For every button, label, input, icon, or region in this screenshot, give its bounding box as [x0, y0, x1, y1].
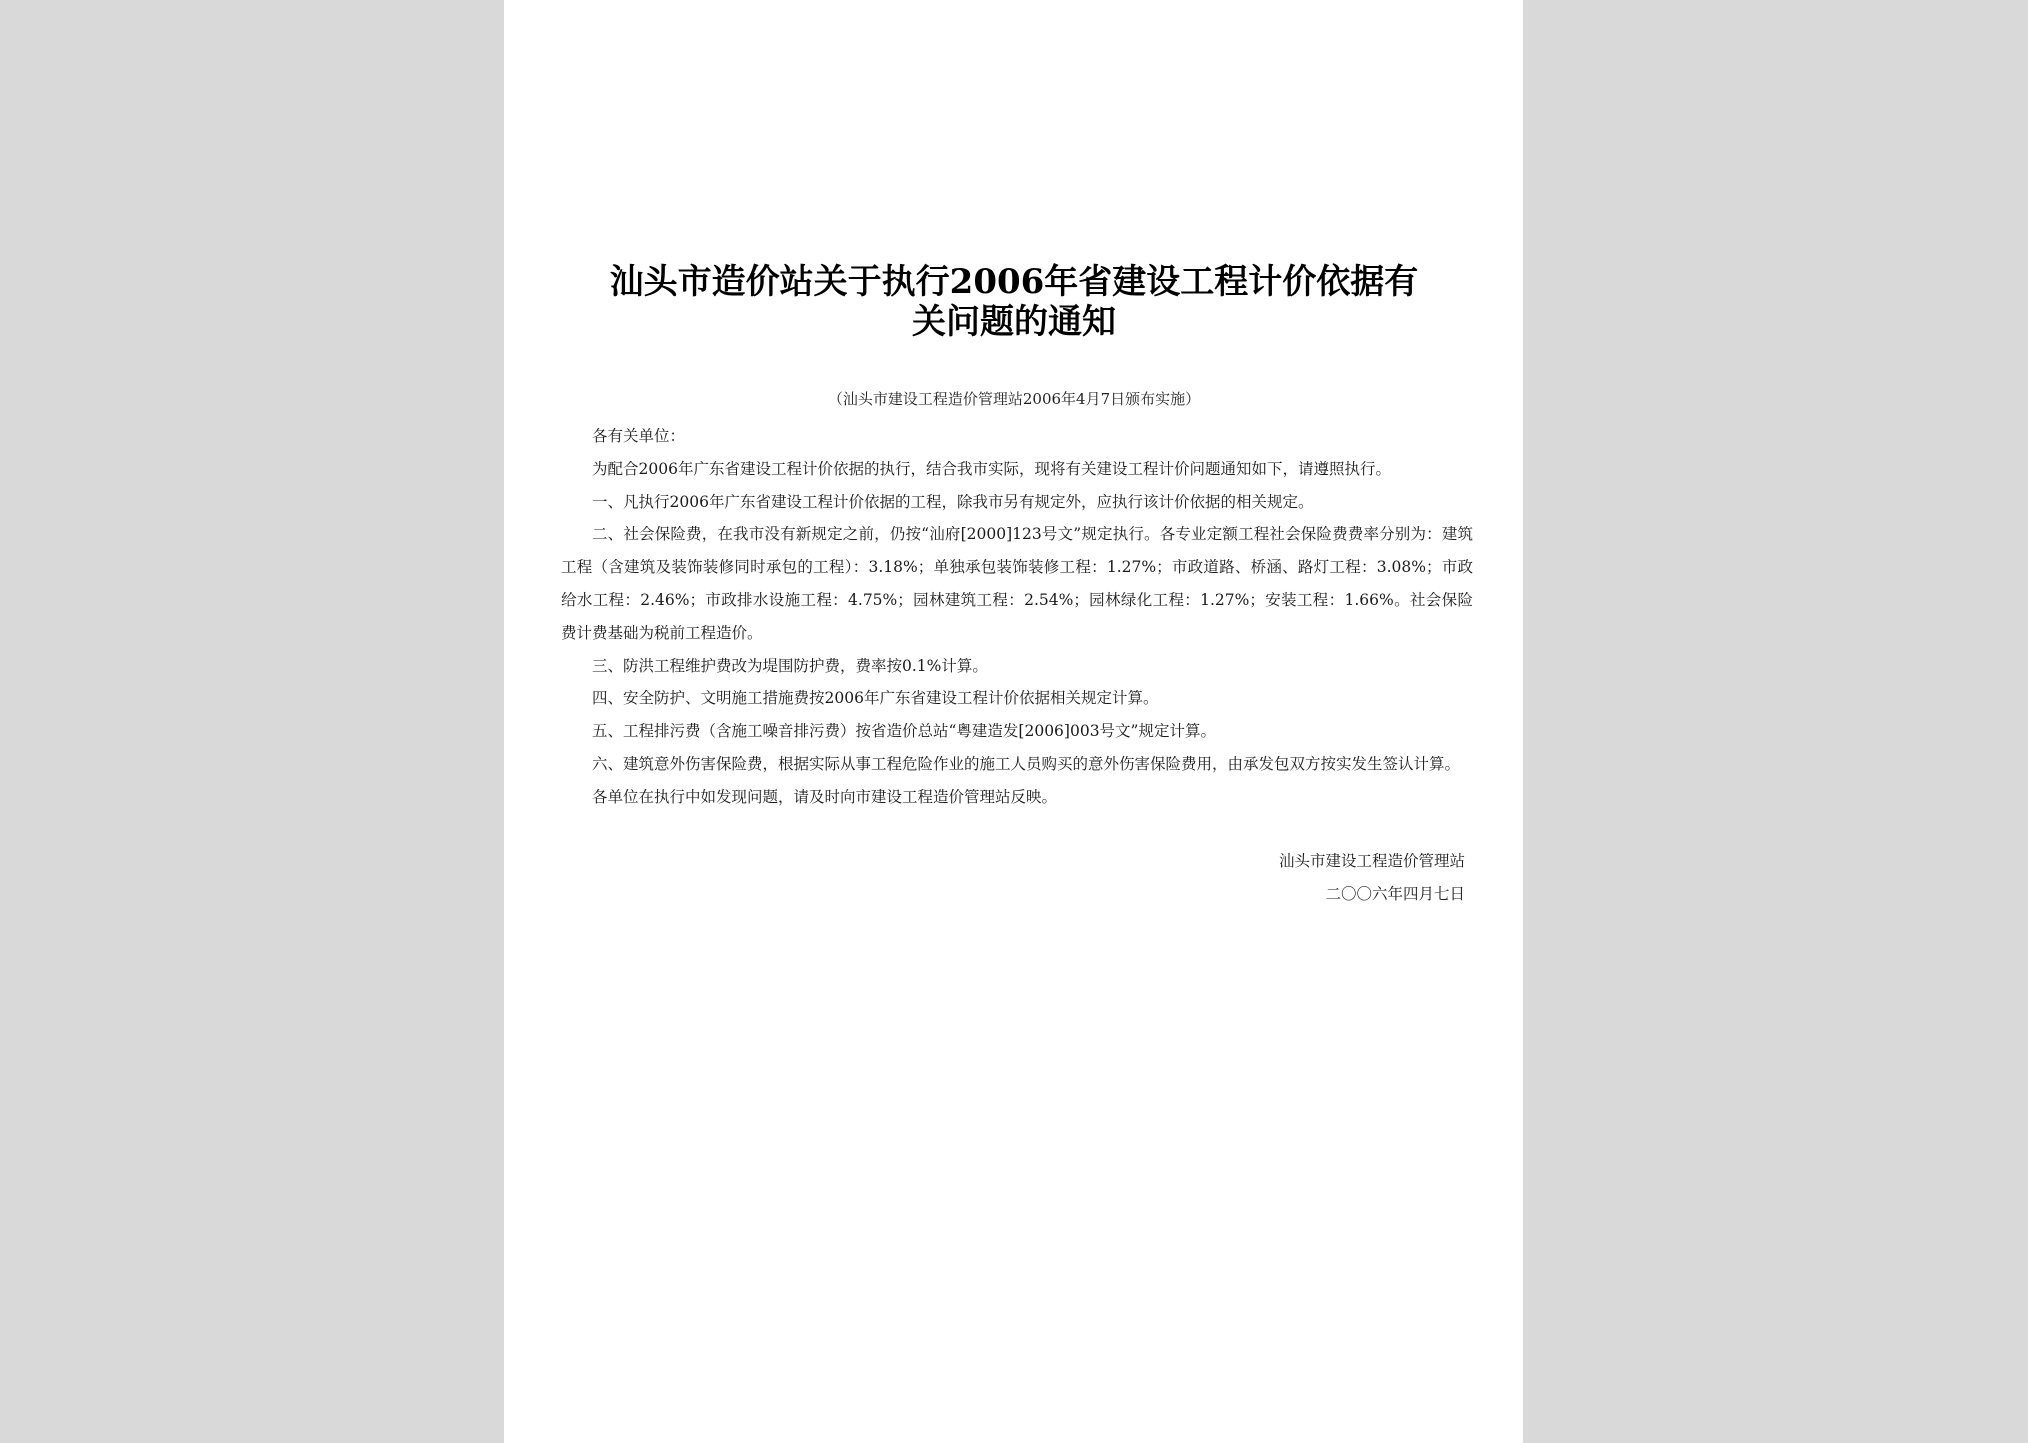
paragraph-closing: 各单位在执行中如发现问题，请及时向市建设工程造价管理站反映。 [592, 787, 1058, 806]
signature-date: 二〇〇六年四月七日 [1325, 884, 1465, 903]
paragraph-item-4: 四、安全防护、文明施工措施费按2006年广东省建设工程计价依据相关规定计算。 [592, 689, 1159, 708]
paragraph-item-6: 六、建筑意外伤害保险费，根据实际从事工程危险作业的施工人员购买的意外伤害保险费用，由承发包双方按实发生签认计算。 [592, 754, 1461, 773]
document-body [561, 420, 1473, 814]
document-subtitle: （汕头市建设工程造价管理站2006年4月7日颁布实施） [827, 390, 1201, 408]
paragraph-item-2: 二、社会保险费，在我市没有新规定之前，仍按“汕府[2000]123号文”规定执行。各专业定额工程社会保险费费率分别为：建筑工程（含建筑及装饰装修同时承包的工程）：3.18%；单独承包装饰装修工程：1.27%；市政道路、桥涵、路灯工程：3.08%；市政给水工程：2.46%；市政排水设施工程：4.75%；园林建筑工程：2.54%；园林绿化工程：1.27%；安装工程：1.66%。社会保险费计费基础为税前工程造价。 [561, 525, 1473, 642]
signature-block [1279, 845, 1465, 911]
document-page [504, 0, 1523, 1443]
paragraph-intro: 为配合2006年广东省建设工程计价依据的执行，结合我市实际，现将有关建设工程计价问题通知如下，请遵照执行。 [592, 459, 1391, 478]
title-line-1: 汕头市造价站关于执行2006年省建设工程计价依据有 [609, 262, 1419, 302]
signature-organization: 汕头市建设工程造价管理站 [1278, 852, 1465, 870]
salutation: 各有关单位： [592, 427, 686, 445]
paragraph-item-1: 一、凡执行2006年广东省建设工程计价依据的工程，除我市另有规定外，应执行该计价依据的相关规定。 [592, 492, 1314, 511]
paragraph-item-3: 三、防洪工程维护费改为堤围防护费，费率按0.1%计算。 [592, 656, 988, 675]
title-line-2: 关问题的通知 [912, 302, 1116, 342]
paragraph-item-5: 五、工程排污费（含施工噪音排污费）按省造价总站“粤建造发[2006]003号文”规定计算。 [592, 722, 1216, 741]
document-title [574, 262, 1454, 342]
